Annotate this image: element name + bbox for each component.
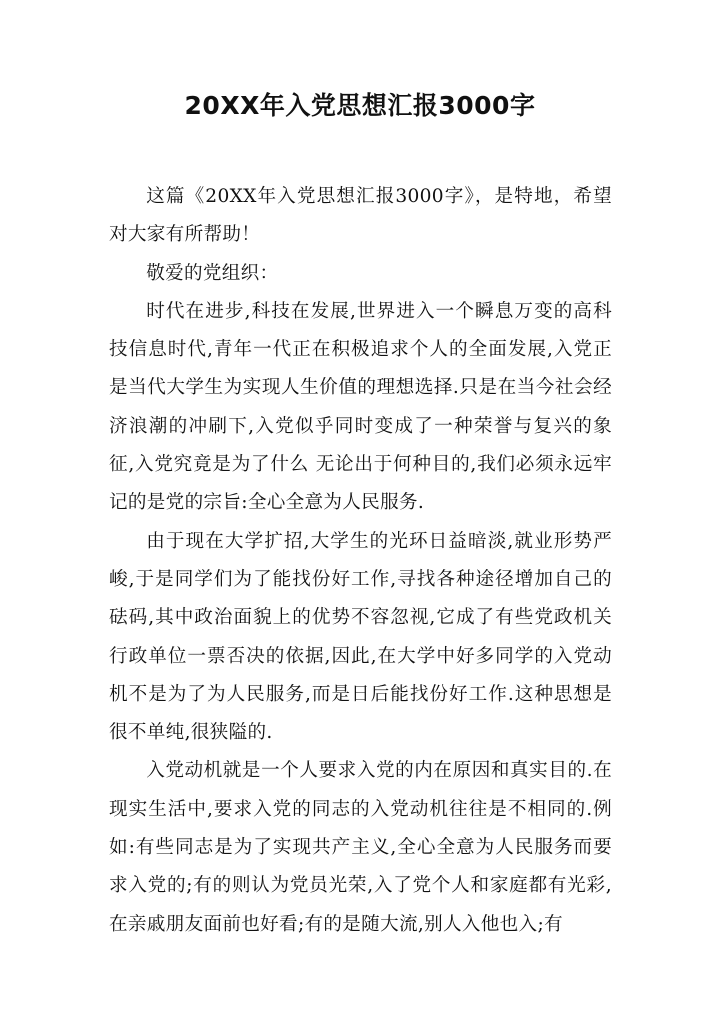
- document-body: [109, 178, 612, 944]
- body-paragraph: 入党动机就是一个人要求入党的内在原因和真实目的.在现实生活中,要求入党的同志的入党动机往往是不相同的.例如:有些同志是为了实现共产主义,全心全意为人民服务而要求入党的;有的则认为党员光荣,入了党个人和家庭都有光彩,在亲戚朋友面前也好看;有的是随大流,别人入他也入;有: [109, 760, 612, 935]
- intro-paragraph: 这篇《20XX年入党思想汇报3000字》，是特地，希望对大家有所帮助！: [109, 186, 612, 246]
- document-title: 20XX年入党思想汇报3000字: [184, 91, 536, 120]
- body-paragraph: 时代在进步,科技在发展,世界进入一个瞬息万变的高科技信息时代,青年一代正在积极追求个人的全面发展,入党正是当代大学生为实现人生价值的理想选择.只是在当今社会经济浪潮的冲刷下,入党似乎同时变成了一种荣誉与复兴的象征,入党究竟是为了什么 无论出于何种目的,我们必须永远牢记的是党的宗旨:全心全意为人民服务.: [109, 300, 612, 514]
- salutation: 敬爱的党组织：: [146, 262, 279, 284]
- body-paragraph: 由于现在大学扩招,大学生的光环日益暗淡,就业形势严峻,于是同学们为了能找份好工作,寻找各种途径增加自己的砝码,其中政治面貌上的优势不容忽视,它成了有些党政机关行政单位一票否决的依据,因此,在大学中好多同学的入党动机不是为了为人民服务,而是日后能找份好工作.这种思想是很不单纯,很狭隘的.: [109, 530, 612, 744]
